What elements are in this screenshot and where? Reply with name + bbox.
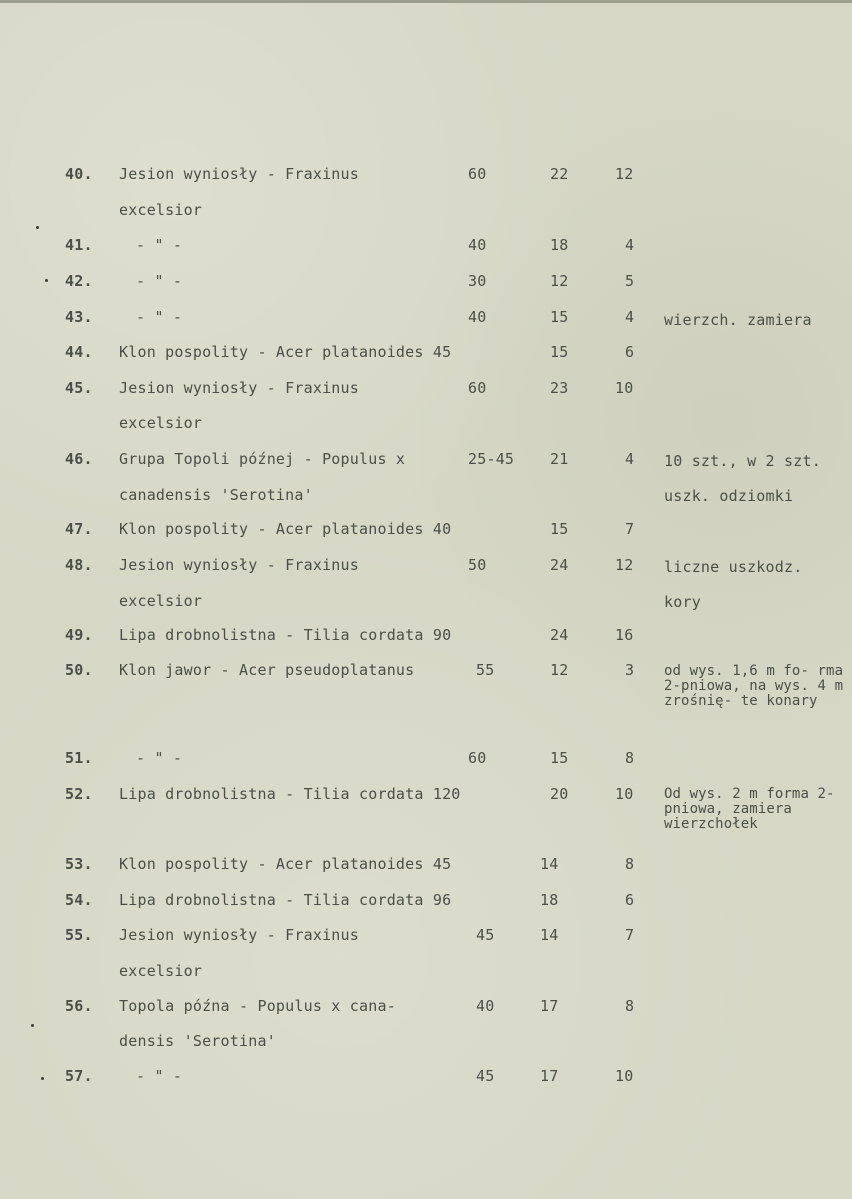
species-name: Jesion wyniosły - Fraxinus (119, 165, 359, 183)
value-c: 8 (625, 997, 635, 1015)
value-b: 15 (550, 308, 569, 326)
value-a: 25-45 (468, 450, 515, 468)
row-number: 55. (65, 926, 93, 944)
value-a: 60 (468, 749, 487, 767)
value-a: 60 (468, 379, 487, 397)
species-name-continued: densis 'Serotina' (119, 1032, 276, 1050)
row-number: 46. (65, 450, 93, 468)
row-number: 54. (65, 891, 93, 909)
species-name: Topola późna - Populus x cana- (119, 997, 396, 1015)
scan-mark (45, 279, 48, 282)
species-name-continued: excelsior (119, 592, 203, 610)
row-number: 57. (65, 1067, 93, 1085)
species-name: - " - (136, 308, 183, 326)
row-number: 53. (65, 855, 93, 873)
row-number: 51. (65, 749, 93, 767)
species-name: Lipa drobnolistna - Tilia cordata 90 (119, 626, 452, 644)
value-c: 7 (625, 520, 635, 538)
species-name: Grupa Topoli późnej - Populus x (119, 450, 406, 468)
scan-mark (31, 1024, 34, 1027)
row-number: 50. (65, 661, 93, 679)
value-b: 21 (550, 450, 569, 468)
value-c: 8 (625, 749, 635, 767)
species-name: Klon pospolity - Acer platanoides 40 (119, 520, 452, 538)
species-name: Lipa drobnolistna - Tilia cordata 96 (119, 891, 452, 909)
row-number: 52. (65, 785, 93, 803)
row-number: 41. (65, 236, 93, 254)
value-b: 14 (540, 926, 559, 944)
value-c: 5 (625, 272, 635, 290)
value-b: 23 (550, 379, 569, 397)
species-name: Klon jawor - Acer pseudoplatanus (119, 661, 415, 679)
species-name-continued: excelsior (119, 414, 203, 432)
value-a: 60 (468, 165, 487, 183)
remarks: liczne uszkodz. (664, 558, 803, 576)
value-a: 40 (468, 308, 487, 326)
species-name-continued: canadensis 'Serotina' (119, 486, 313, 504)
value-b: 15 (550, 749, 569, 767)
value-a: 30 (468, 272, 487, 290)
species-name: Jesion wyniosły - Fraxinus (119, 556, 359, 574)
remarks-continued: kory (664, 593, 701, 611)
value-c: 12 (615, 556, 634, 574)
value-c: 16 (615, 626, 634, 644)
remarks-continued: uszk. odziomki (664, 487, 794, 505)
species-name: Klon pospolity - Acer platanoides 45 (119, 343, 452, 361)
row-number: 43. (65, 308, 93, 326)
value-b: 18 (550, 236, 569, 254)
species-name-continued: excelsior (119, 201, 203, 219)
row-number: 44. (65, 343, 93, 361)
value-c: 6 (625, 343, 635, 361)
row-number: 48. (65, 556, 93, 574)
species-name: Klon pospolity - Acer platanoides 45 (119, 855, 452, 873)
value-c: 8 (625, 855, 635, 873)
species-name-continued: excelsior (119, 962, 203, 980)
species-name: - " - (136, 272, 183, 290)
value-a: 45 (476, 926, 495, 944)
value-a: 45 (476, 1067, 495, 1085)
row-number: 47. (65, 520, 93, 538)
value-a: 50 (468, 556, 487, 574)
value-b: 24 (550, 556, 569, 574)
species-name: - " - (136, 1067, 183, 1085)
value-b: 17 (540, 1067, 559, 1085)
value-c: 6 (625, 891, 635, 909)
row-number: 45. (65, 379, 93, 397)
remarks: od wys. 1,6 m fo- rma 2-pniowa, na wys. 4 m zrośnię- te konary (664, 663, 844, 709)
species-name: - " - (136, 749, 183, 767)
value-a: 40 (468, 236, 487, 254)
species-name: - " - (136, 236, 183, 254)
scan-mark (36, 226, 39, 229)
value-b: 20 (550, 785, 569, 803)
value-b: 15 (550, 343, 569, 361)
remarks: wierzch. zamiera (664, 311, 812, 329)
page-top-edge (0, 0, 852, 3)
value-b: 12 (550, 272, 569, 290)
value-b: 24 (550, 626, 569, 644)
value-c: 4 (625, 450, 635, 468)
value-a: 40 (476, 997, 495, 1015)
row-number: 40. (65, 165, 93, 183)
species-name: Jesion wyniosły - Fraxinus (119, 379, 359, 397)
value-b: 14 (540, 855, 559, 873)
remarks: Od wys. 2 m forma 2-pniowa, zamiera wierzchołek (664, 786, 835, 832)
value-c: 10 (615, 785, 634, 803)
row-number: 49. (65, 626, 93, 644)
value-c: 4 (625, 236, 635, 254)
value-b: 12 (550, 661, 569, 679)
species-name: Jesion wyniosły - Fraxinus (119, 926, 359, 944)
value-b: 22 (550, 165, 569, 183)
value-c: 12 (615, 165, 634, 183)
value-c: 10 (615, 1067, 634, 1085)
value-c: 3 (625, 661, 635, 679)
scan-mark (41, 1077, 44, 1080)
remarks: 10 szt., w 2 szt. (664, 452, 821, 470)
value-b: 15 (550, 520, 569, 538)
value-a: 55 (476, 661, 495, 679)
value-b: 17 (540, 997, 559, 1015)
species-name: Lipa drobnolistna - Tilia cordata 120 (119, 785, 461, 803)
value-c: 4 (625, 308, 635, 326)
value-c: 7 (625, 926, 635, 944)
value-c: 10 (615, 379, 634, 397)
row-number: 42. (65, 272, 93, 290)
row-number: 56. (65, 997, 93, 1015)
value-b: 18 (540, 891, 559, 909)
